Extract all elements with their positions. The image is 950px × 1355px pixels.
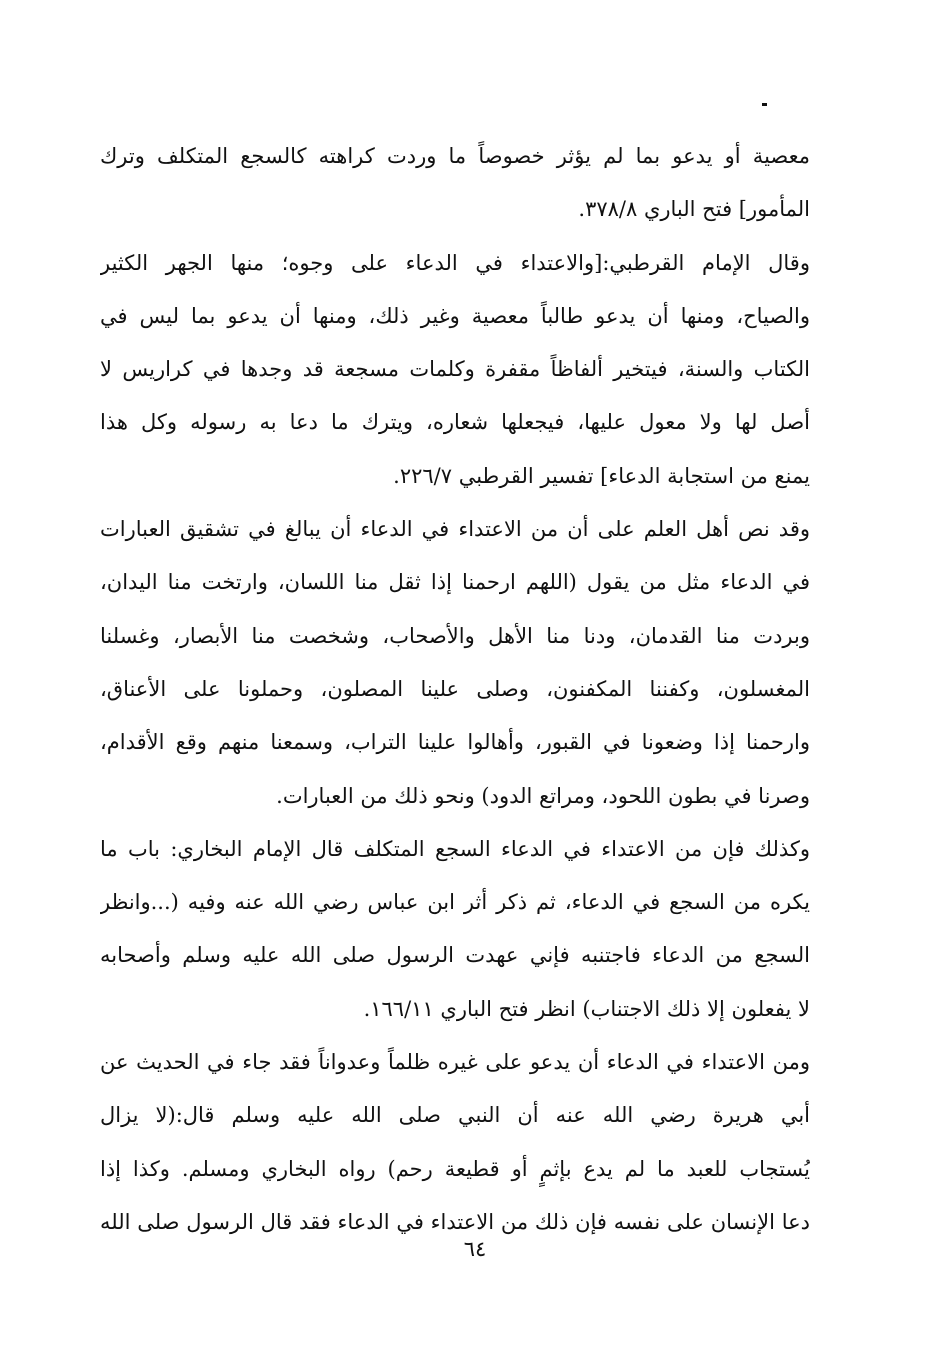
text-line: يكره من السجع في الدعاء، ثم ذكر أثر ابن عباس رضي الله عنه وفيه (...وانظر — [100, 890, 810, 915]
text-line: وصرنا في بطون اللحود، ومراتع الدود) ونحو ذلك من العبارات. — [276, 783, 810, 808]
text-line: وكذلك فإن من الاعتداء في الدعاء السجع المتكلف قال الإمام البخاري: باب ما — [100, 836, 810, 861]
text-line: أصل لها ولا معول عليها، فيجعلها شعاره، ويترك ما دعا به رسوله وكل هذا — [100, 410, 810, 435]
text-line: ومن الاعتداء في الدعاء أن يدعو على غيره ظلماً وعدواناً فقد جاء في الحديث عن — [100, 1050, 810, 1075]
text-line: الكتاب والسنة، فيتخير ألفاظاً مقفرة وكلمات مسجعة قد وجدها في كراريس لا — [100, 357, 810, 382]
body-text — [100, 130, 810, 1249]
text-line: يُستجاب للعبد ما لم يدع بإثمٍ أو قطيعة رحم) رواه البخاري ومسلم. وكذا إذا — [100, 1156, 810, 1181]
text-line: يمنع من استجابة الدعاء] تفسير القرطبي ٢٢٦/٧. — [393, 463, 810, 488]
text-line: لا يفعلون إلا ذلك الاجتناب) انظر فتح الباري ١٦٦/١١. — [363, 996, 810, 1021]
text-line: وقد نص أهل العلم على أن من الاعتداء في الدعاء أن يبالغ في تشقيق العبارات — [100, 517, 810, 542]
text-line: في الدعاء مثل من يقول (اللهم ارحمنا إذا ثقل منا اللسان، وارتخت منا اليدان، — [100, 570, 810, 595]
text-line: المغسلون، وكفننا المكفنون، وصلى علينا المصلون، وحملونا على الأعناق، — [100, 676, 810, 701]
text-line: المأمور] فتح الباري ٣٧٨/٨. — [578, 197, 810, 222]
page-number: ٦٤ — [463, 1237, 487, 1261]
text-line: وبردت منا القدمان، ودنا منا الأهل والأصحاب، وشخصت منا الأبصار، وغسلنا — [100, 623, 810, 648]
text-line: السجع من الدعاء فاجتنبه فإني عهدت الرسول صلى الله عليه وسلم وأصحابه — [100, 943, 810, 968]
text-line: والصياح، ومنها أن يدعو طالباً معصية وغير ذلك، ومنها أن يدعو بما ليس في — [100, 303, 810, 328]
text-line: وارحمنا إذا وضعونا في القبور، وأهالوا علينا التراب، وسمعنا منهم وقع الأقدام، — [100, 730, 810, 755]
text-line: معصية أو يدعو بما لم يؤثر خصوصاً ما وردت كراهته كالسجع المتكلف وترك — [100, 144, 810, 168]
stray-mark — [762, 103, 767, 106]
text-line: وقال الإمام القرطبي:[والاعتداء في الدعاء على وجوه؛ منها الجهر الكثير — [100, 250, 810, 275]
text-line: أبي هريرة رضي الله عنه أن النبي صلى الله عليه وسلم قال:(لا يزال — [100, 1103, 810, 1128]
text-line: دعا الإنسان على نفسه فإن ذلك من الاعتداء في الدعاء فقد قال الرسول صلى الله — [100, 1209, 810, 1234]
